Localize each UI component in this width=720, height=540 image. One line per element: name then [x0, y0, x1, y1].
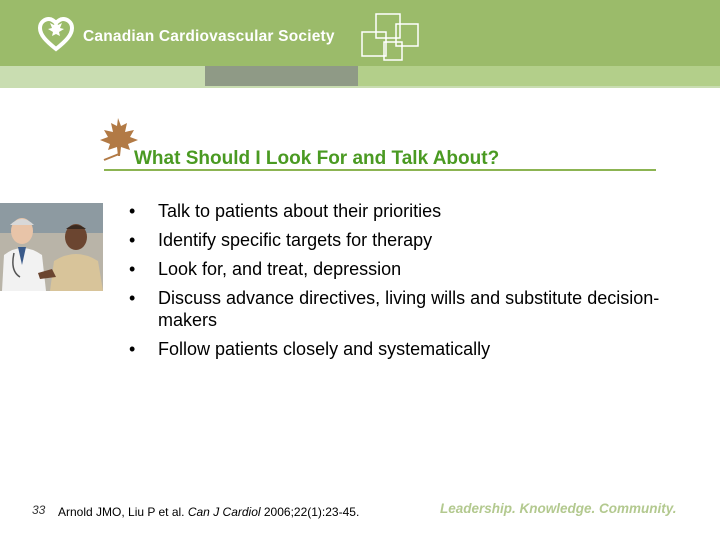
slide-title: What Should I Look For and Talk About?	[134, 148, 500, 169]
tagline: Leadership. Knowledge. Community.	[440, 501, 677, 516]
citation	[58, 505, 359, 519]
list-item	[126, 229, 686, 251]
bullet-marker: •	[129, 201, 136, 221]
bullet-text: Follow patients closely and systematically	[158, 339, 491, 359]
bullet-text: Look for, and treat, depression	[158, 259, 402, 279]
citation-details: 2006;22(1):23-45.	[260, 505, 360, 519]
list-item	[126, 287, 686, 331]
color-band-mid	[358, 66, 720, 86]
bullet-marker: •	[129, 288, 136, 308]
header-bar	[0, 0, 720, 66]
doctor-patient-photo	[0, 203, 103, 291]
list-item	[126, 258, 686, 280]
bullet-text: Identify specific targets for therapy	[158, 230, 433, 250]
band-divider	[0, 86, 720, 88]
overlapping-squares-icon	[356, 12, 426, 66]
list-item	[126, 200, 686, 222]
color-band-light	[0, 66, 205, 86]
bullet-marker: •	[129, 259, 136, 279]
color-band-gray	[205, 66, 358, 86]
org-name: Canadian Cardiovascular Society	[83, 28, 335, 45]
heart-maple-logo-icon	[36, 14, 76, 54]
bullet-marker: •	[129, 230, 136, 250]
bullet-marker: •	[129, 339, 136, 359]
bullet-list	[126, 200, 686, 367]
citation-authors: Arnold JMO, Liu P et al.	[58, 505, 188, 519]
citation-journal: Can J Cardiol	[187, 505, 261, 519]
bullet-text: Talk to patients about their priorities	[158, 201, 442, 221]
title-underline	[104, 169, 656, 171]
bullet-text: Discuss advance directives, living wills and substitute decision-makers	[158, 288, 660, 330]
page-number: 33	[32, 503, 46, 517]
list-item	[126, 338, 686, 360]
